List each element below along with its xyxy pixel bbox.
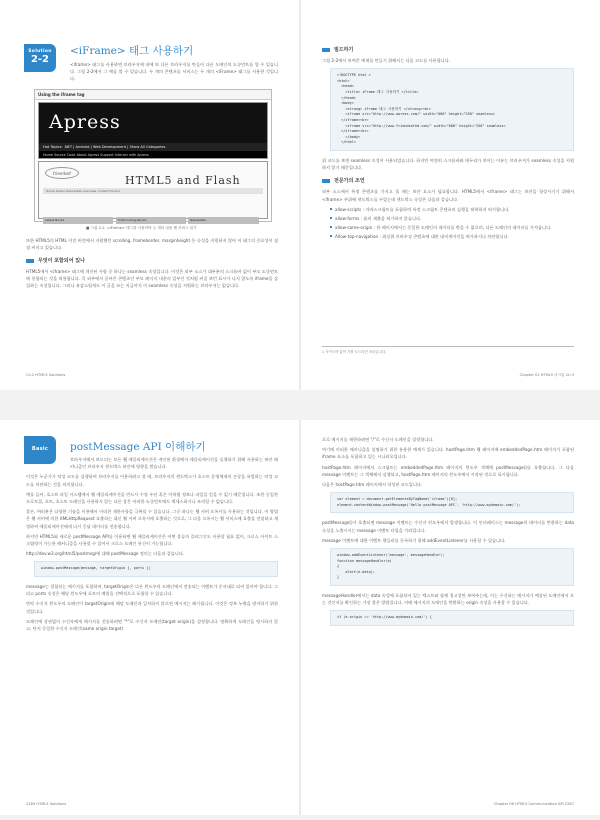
basic-badge: [24, 436, 56, 464]
expert-body: 외부 소스에서 특정 콘텐츠를 가지고 올 때는 보안 요소가 필요합니다. HTML5에서 <iframe> 태그는 보안을 향상시키기 위해서 <iframe> 주위에 샌드박스를 두었는데 샌드박스 속성은 다음과 같습니다.: [322, 189, 574, 202]
apress-subnav: Home Source Code About Apress Support Interact with Apress: [39, 151, 267, 158]
badge-label: Solution: [28, 49, 52, 54]
paragraph: 이것은 누군가가 악성 코드를 실행하여 브라우저를 이용하려고 할 때, 브라우저의 샌드박스가 호스트 운영체제의 손상을 유발하는 악성 코드를 차단하는 것을 의미합니다.: [26, 474, 278, 487]
code-block: window.addEventListener('message', messageHandler); function messageHandler(e) { alert(e.data); }: [330, 548, 574, 586]
list-item: Allow-top-navigation : 최상위 브라우징 콘텐츠에 대한 네비게이션을 허가하거나 차단합니다.: [330, 233, 574, 240]
section-marker-icon: [26, 259, 34, 263]
after-figure-paragraph: 또한 HTML5의 HTML 이전 버전에서 지원했던 scrolling, frameborder, marginheight 등 속성을 지원하지 않아 이 태그의 중요성이 점점 커지고 있습니다.: [26, 237, 278, 250]
intro-paragraph: <iframe> 태그를 사용하면 브라우저에 내에 또 다른 브라우저를 만들어 다른 도메인의 도큐먼트를 열 수 있습니다. 그림 2-2에서 그 예를 볼 수 있습니다. 두 개의 콘텐츠를 서비스는 두 개의 <iFrame> 태그를 사용한 것입니다.: [70, 62, 278, 82]
section-body: HTML5에서 <iframe> 태그에 개인된 사항 중 하나는 seamless 속성입니다. 이것은 외부 소스가 대부분의 스크롤바 없이 부모 도큐먼트에 통합되는 것을 허용합니다. 즉 외부에서 끌어온 콘텐츠인 부모 페이지 내용의 일부인 것처럼 커질 보던 표시가 나지 않도록 iframe을 삽입하는 속성입니다. 그러나 유감스럽게도 이 글을 쓰는 지금까지 이 seamless 속성을 지원하는 브라우저는 없습니다.: [26, 269, 278, 289]
apress-iframe: [38, 102, 268, 159]
box-newsletter: Newsletter: [188, 217, 258, 224]
top-left-page: [26, 40, 278, 293]
bottom-right-page: [322, 436, 574, 632]
section-heading: 무엇이 포함되어 있나: [26, 257, 278, 264]
after-code-paragraph: 위 코드를 보면 seamless 속성이 사용되었습니다. 하지만 여전히 스크롤바와 테두리가 보이는 이유는 브라우저가 seamless 속성을 지원하지 않기 때문입니다.: [322, 157, 574, 171]
paragraph: messageHandler에서는 data 속성에 포함되어 있는 텍스트와 함께 경고창만 보여주는데, 이는 수신하는 메시지가 예상된 도메인에서 오는 것인지를 확인하는 가장 좋은 방법입니다. 이때 메시지의 도메인을 반환하는 origin 속성을 사용할 수 있습니다.: [322, 592, 574, 606]
footnote: 1 사이드바 없이 가장 도드라진 처리입니다.: [322, 346, 574, 354]
box-forthcoming-books: Forthcoming Books: [116, 217, 186, 224]
folio-right: Chapter 01 HTML5 마크업 Ch.3: [519, 373, 574, 377]
paragraph: 하지만 HTML5와 새로운 postMessage API를 이용하면 웹 애플리케이션은 어떤 종류의 플러그인도 사용할 필요 없이, 크로스 사이트 스크립팅이 가능한 메커니즘을 사용할 수 있어서 크로스 도메인 통신이 가능합니다.: [26, 533, 278, 547]
folio-right: Chapter 06 HTML5 Communication API 2287: [493, 802, 574, 806]
paragraph: 다음은 hostPage.htm 페이지에서 작성된 코드입니다.: [322, 482, 423, 488]
folio-left: Ch.2 HTML5 Solutions: [26, 373, 66, 377]
apress-nav: Hot Topics: .NET | Android | Web Development | Show All Categories: [39, 143, 267, 151]
badge-number: 2-2: [30, 54, 50, 65]
solution-badge: [24, 44, 56, 72]
code-block: var element = document.getElementsByTagName('iframe')[0]; element.contentWindow.postMessage('Hello postMessage API', 'http://www.mydomain.com/');: [330, 492, 574, 513]
paragraph: 예를 들어, 호스트 파일 시스템에서 웹 애플리케이션을 반드시 수정 우선 혹은 이처럼 정보나 파일을 얻을 수 없기 때문입니다. 또한 동일한 프로토콜, 포트, 호스트 도메인을 사용하지 않는 다른 창은 어떠한 도큐먼트에도 액세스하거나 조작할 수 없습니다.: [26, 491, 278, 505]
friendsofed-boxes: [43, 206, 263, 222]
paragraph: 으로 메시지를 제한하려면 "/"로 수신자 도메인을 설정합니다.: [322, 437, 434, 442]
sandbox-list: [330, 206, 574, 240]
build-heading: 빌드하기: [322, 46, 574, 53]
top-right-page: [322, 46, 574, 242]
paragraph: 여기에 이러한 메커니즘을 설명하기 위한 유용한 예제가 있습니다. hostPage.htm 웹 페이지에 embeddedPage.htm 페이지가 포함된 iframe 요소를 포함하고 있는 시나리오입니다.: [322, 447, 574, 460]
friendsofed-iframe: [38, 161, 268, 222]
friendsofed-menu: Home books downloads overview contact forums: [43, 188, 263, 194]
bottom-spread: [0, 420, 600, 815]
list-item: allow-forms : 폼의 제출을 허가하지 않습니다.: [330, 215, 574, 222]
section-marker-icon: [322, 179, 330, 183]
list-item: allow-scripts : 자바스크립트를 포함하여 특정 스크립트 콘텐츠의 실행을 허락하지 허가합니다.: [330, 206, 574, 213]
page-title: <iFrame> 태그 사용하기: [70, 45, 194, 57]
code-block: window.postMessage(message, targetOrigin [, ports ]): [34, 561, 278, 577]
page-gutter: [299, 0, 301, 390]
html5-flash-logo: HTML5 and Flash: [125, 173, 241, 187]
code-block: <!DOCTYPE html > <html> <head> <title> iFrame 태그 사용하기 </title> </head> <body> <strong> iFrame 태그 사용하기 </strong><br> <iframe src="http://www.apress.com/" width="680" height="250" seamless> </iframe><br> <iframe src="http://www.friendsofed.com/" width="680" height="250" seamless> </iframe><br> </body> </html>: [330, 68, 574, 151]
apress-logo: Apress: [49, 110, 121, 133]
build-intro: 그림 2-2에서 보여준 예제를 만들기 위해서는 다음 코드를 사용합니다.: [322, 58, 451, 63]
friendsofed-logo: friendsof: [45, 167, 79, 179]
figure-caption: ■ 그림 2-2. <iFrame> 태그를 사용하여 두 개의 내용 웹 서비스 열기: [86, 225, 197, 230]
page-gutter: [299, 420, 301, 815]
badge-label: Basic: [31, 446, 49, 452]
expert-heading: 전문가의 조언: [322, 177, 574, 184]
paragraph: message는 결합되는 메시지를 포함하며, targetOrigin은 다른 윈도우의 도메인에서 전송되는 이벤트가 순서대로 되어 있어야 합니다. 그리고 ports 속성은 해당 윈도우에 포트의 배열을 선택적으로 포함할 수 있습니다.: [26, 584, 278, 597]
apress-header: [39, 103, 267, 143]
section-marker-icon: [322, 48, 330, 52]
paragraph: message 이벤트에 대한 이벤트 핸들러를 등록하기 위해 addEventListener를 사용할 수 있습니다.: [322, 537, 506, 543]
folio-left: 2283 HTML5 Solutions: [26, 802, 67, 806]
paragraph: 브라우저에서 보드되는 모든 웹 애플리케이션은 개인된 환경에서 애플리케이션을 실행하기 위해 사용하는 보안 메커니즘인 브라우저 샌드박스 보안에 영향을 받습니다.: [70, 457, 278, 470]
figure-screenshot: [34, 89, 272, 222]
paragraph: postMessage()가 호출되면 message 이벤트는 수신자 윈도우에서 발생합니다. 이 인터페이스는 message의 데이터를 반환하는 data 속성을 노출시키는 message 이벤트 타입을 가리킵니다.: [322, 520, 574, 533]
top-spread: [0, 0, 600, 390]
box-latest-books: Latest Books: [43, 217, 113, 224]
paragraph: 물론, 여러분은 다양한 기술을 이용해서 이러한 제한사항을 극복할 수 있습니다. 그중 하나는 웹 서버 프록시를 사용하는 것입니다. 이 방법은 웹 서버에 의한 XMLHttpRequest 호출하는 대신 웹 서버 프록시에 호출하는 것으로, 그 다음 프록시는 웹 서비스에 호출을 전달하고 재정하여 애플리케이션에게 다시 응답 데이터를 전송합니다.: [26, 509, 278, 529]
paragraph: 도메인에 상관없이 수신자에게 메시지를 전송하려면 "*"로 수신자 도메인(target origin)을 설정합니다. 명확하게 도메인을 명시하지 않고, 단지 동일한 수신자 도메인(same origin target): [26, 618, 278, 632]
paragraph: hostPage.htm 페이지에서 스크립트는 embeddedPage.htm 페이지의 윈도우 객체에 postMessage()를 호출합니다. 그 다음 message 이벤트는 그 객체에서 실행되고, hostPage.htm 페이지의 윈도우에서 시작된 것으로 표시됩니다.: [322, 464, 574, 477]
paragraph: http://dev.w3.org/html5/postmsg/에 대해 postMessage 정의는 다음과 같습니다.: [26, 551, 185, 557]
paragraph: 만약 수신자 윈도우의 도메인이 targetOrigin에 해당 도메인과 일치하지 않으면 메시지는 폐기됩니다. 이것은 정보 누출을 방지하기 위한 것입니다.: [26, 601, 278, 614]
page-title: postMessage API 이해하기: [70, 441, 206, 453]
code-block: if (e.origin == 'http://www.mydomain.com/') {: [330, 610, 574, 626]
figure-window-title: Using the iframe tag: [35, 90, 271, 100]
list-item: allow-same-origin : 한 페이지에서는 동일한 도메인의 데이터를 받을 수 없으며, 다른 도메인의 데이터를 가져옵니다.: [330, 224, 574, 231]
bottom-left-page: [26, 436, 278, 635]
